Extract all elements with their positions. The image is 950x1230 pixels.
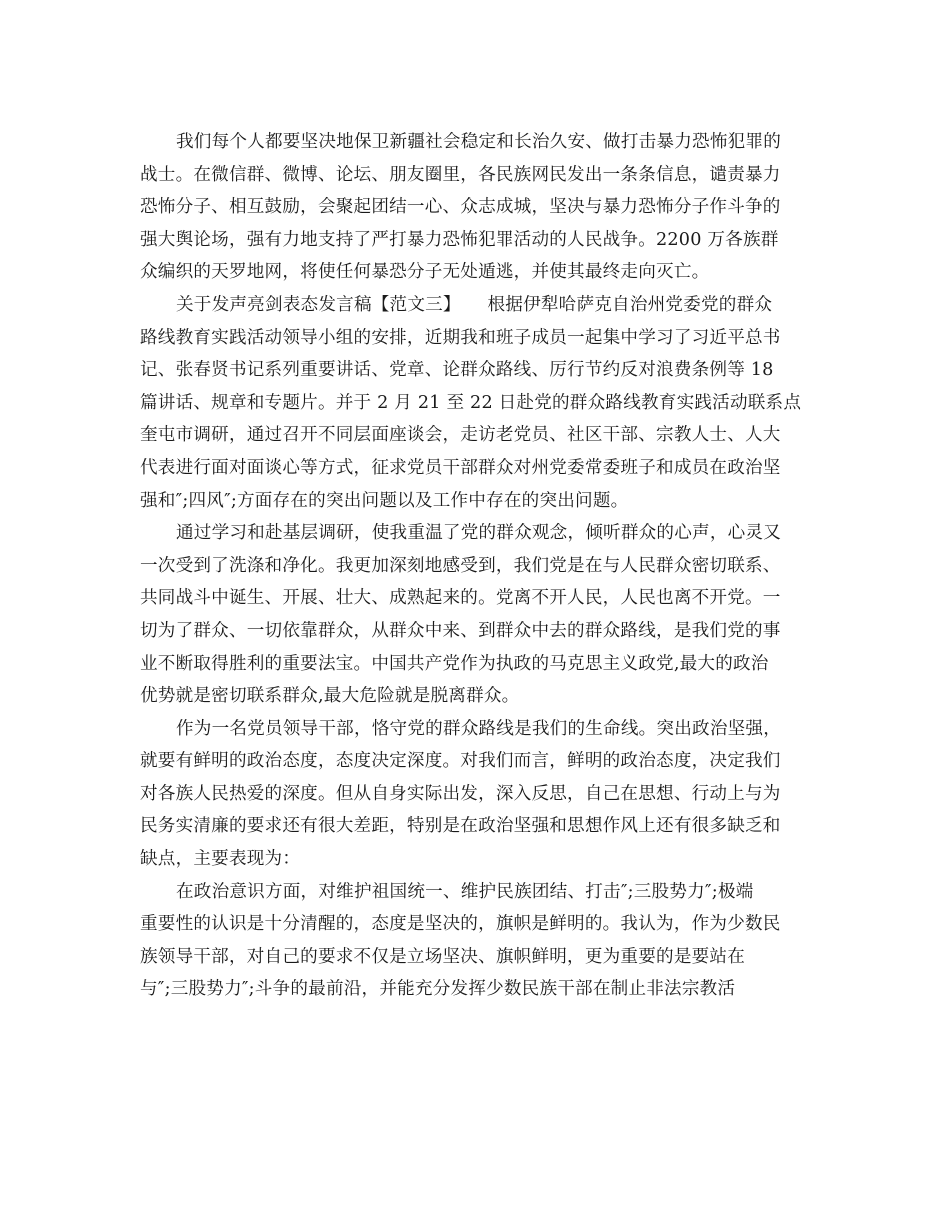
text-line: 优势就是密切联系群众,最大危险就是脱离群众。 <box>140 686 520 707</box>
text-line: 代表进行面对面谈心等方式，征求党员干部群众对州党委常委班子和成员在政治坚 <box>140 457 781 478</box>
text-line: 记、张春贤书记系列重要讲话、党章、论群众路线、厉行节约反对浪费条例等 18 <box>140 360 774 381</box>
text-line: 族领导干部，对自己的要求不仅是立场坚决、旗帜鲜明，更为重要的是要站在 <box>140 946 745 967</box>
text-line: 共同战斗中诞生、开展、壮大、成熟起来的。党离不开人民，人民也离不开党。一 <box>140 588 781 609</box>
text-line: 作为一名党员领导干部，恪守党的群众路线是我们的生命线。突出政治坚强， <box>176 718 781 739</box>
text-line: 战士。在微信群、微博、论坛、朋友圈里，各民族网民发出一条条信息，谴责暴力 <box>140 164 781 185</box>
text-line: 强和″;四风″;方面存在的突出问题以及工作中存在的突出问题。 <box>140 490 629 511</box>
text-line: 我们每个人都要坚决地保卫新疆社会稳定和长治久安、做打击暴力恐怖犯罪的 <box>176 132 781 152</box>
text-line: 缺点，主要表现为： <box>140 849 301 870</box>
text-line: 恐怖分子、相互鼓励，会聚起团结一心、众志成城，坚决与暴力恐怖分子作斗争的 <box>140 197 781 218</box>
text-line: 一次受到了洗涤和净化。我更加深刻地感受到，我们党是在与人民群众密切联系、 <box>140 555 781 576</box>
document-body <box>140 126 816 1006</box>
text-line: 对各族人民热爱的深度。但从自身实际出发，深入反思，自己在思想、行动上与为 <box>140 783 781 804</box>
text-line: 与″;三股势力″;斗争的最前沿，并能充分发挥少数民族干部在制止非法宗教活 <box>140 979 736 1000</box>
text-line: 重要性的认识是十分清醒的，态度是坚决的，旗帜是鲜明的。我认为，作为少数民 <box>140 914 781 935</box>
text-line: 众编织的天罗地网，将使任何暴恐分子无处遁逃，并使其最终走向灭亡。 <box>140 262 710 283</box>
text-line: 在政治意识方面，对维护祖国统一、维护民族团结、打击″;三股势力″;极端 <box>176 881 754 902</box>
text-line: 民务实清廉的要求还有很大差距，特别是在政治坚强和思想作风上还有很多缺乏和 <box>140 816 781 837</box>
text-line: 奎屯市调研，通过召开不同层面座谈会，走访老党员、社区干部、宗教人士、人大 <box>140 425 781 446</box>
text-line: 篇讲话、规章和专题片。并于 2 月 21 至 22 日赴党的群众路线教育实践活动联系点 <box>140 392 802 413</box>
text-line: 通过学习和赴基层调研，使我重温了党的群众观念，倾听群众的心声，心灵又 <box>176 523 781 544</box>
text-line: 就要有鲜明的政治态度，态度决定深度。对我们而言，鲜明的政治态度，决定我们 <box>140 751 781 772</box>
text-line: 关于发声亮剑表态发言稿【范文三】 根据伊犁哈萨克自治州党委党的群众 <box>176 294 773 315</box>
text-line: 路线教育实践活动领导小组的安排，近期我和班子成员一起集中学习了习近平总书 <box>140 327 781 348</box>
text-line: 切为了群众、一切依靠群众，从群众中来、到群众中去的群众路线，是我们党的事 <box>140 620 781 641</box>
text-line: 强大舆论场，强有力地支持了严打暴力恐怖犯罪活动的人民战争。2200 万各族群 <box>140 229 779 250</box>
text-line: 业不断取得胜利的重要法宝。中国共产党作为执政的马克思主义政党,最大的政治 <box>140 653 769 674</box>
